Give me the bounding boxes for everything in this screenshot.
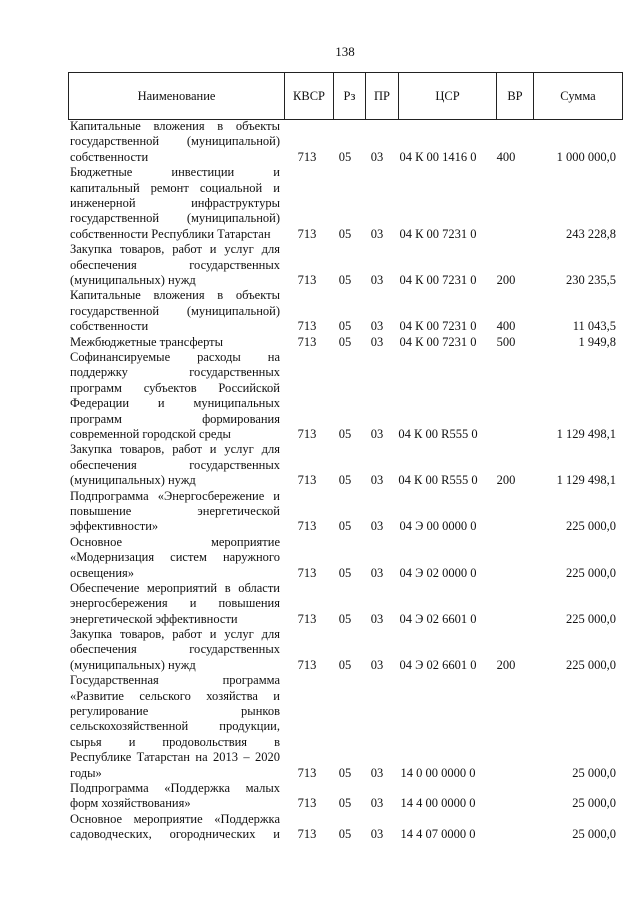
row-sum: 1 129 498,1 (556, 473, 616, 488)
table-row (0, 581, 640, 627)
row-name-line: регулирование рынков (70, 704, 280, 719)
row-pr: 03 (370, 226, 384, 241)
row-csr: 14 4 00 0000 0 (400, 796, 476, 811)
row-name-line: Основное мероприятие (70, 534, 280, 549)
row-name-line: современной городской среды (70, 426, 231, 441)
row-name-line: программ субъектов Российской (70, 380, 280, 395)
row-rz: 05 (338, 426, 352, 441)
row-csr: 04 К 00 R555 0 (398, 426, 478, 441)
row-csr: 14 0 00 0000 0 (400, 765, 476, 780)
row-sum: 1 129 498,1 (556, 426, 616, 441)
row-rz: 05 (338, 319, 352, 334)
row-rz: 05 (338, 565, 352, 580)
row-name-line: Капитальные вложения в объекты (70, 119, 280, 133)
row-name (70, 489, 280, 535)
row-vr (492, 766, 520, 781)
table-row (0, 489, 640, 535)
row-name-line: Основное мероприятие «Поддержка (70, 811, 280, 826)
row-name (70, 673, 280, 781)
row-sum: 225 000,0 (566, 657, 616, 672)
row-kvsr: 713 (297, 426, 317, 441)
row-vr: 400 (496, 319, 516, 334)
row-name-line: Подпрограмма «Поддержка малых (70, 781, 280, 796)
row-name (70, 781, 280, 812)
row-sum: 25 000,0 (572, 765, 616, 780)
row-rz: 05 (338, 226, 352, 241)
row-name (70, 581, 280, 627)
row-name-line: собственности (70, 319, 149, 334)
row-vr (492, 827, 520, 842)
row-sum: 225 000,0 (566, 611, 616, 626)
table-row (0, 242, 640, 288)
row-kvsr: 713 (297, 319, 317, 334)
row-vr (492, 612, 520, 627)
row-name-line: Государственная программа (70, 673, 280, 688)
row-sum: 225 000,0 (566, 519, 616, 534)
row-name-line: программ формирования (70, 411, 280, 426)
row-name-line: Подпрограмма «Энергосбережение и (70, 488, 280, 503)
row-csr: 04 К 00 1416 0 (399, 149, 477, 164)
row-pr: 03 (370, 426, 384, 441)
row-rz: 05 (338, 149, 352, 164)
row-csr: 04 Э 02 6601 0 (399, 611, 477, 626)
table-row (0, 673, 640, 781)
row-csr: 04 К 00 7231 0 (399, 226, 477, 241)
row-name (70, 350, 280, 442)
row-sum: 25 000,0 (572, 827, 616, 842)
row-name (70, 119, 280, 165)
row-pr: 03 (370, 272, 384, 287)
column-header-kvsr: КВСР (285, 73, 334, 120)
table-row (0, 288, 640, 334)
row-name-line: Межбюджетные трансферты (70, 334, 224, 349)
row-name-line: энергосбережения и повышения (70, 596, 280, 611)
row-name (70, 442, 280, 488)
row-kvsr: 713 (297, 473, 317, 488)
row-name-line: энергетической эффективности (70, 611, 238, 626)
row-kvsr: 713 (297, 519, 317, 534)
row-vr: 400 (496, 149, 516, 164)
row-name-line: обеспечения государственных (70, 457, 280, 472)
row-kvsr: 713 (297, 827, 317, 842)
row-name-line: «Развитие сельского хозяйства и (70, 688, 280, 703)
row-name-line: государственной (муниципальной) (70, 134, 280, 149)
row-kvsr: 713 (297, 149, 317, 164)
row-pr: 03 (370, 765, 384, 780)
row-pr: 03 (370, 334, 384, 349)
row-name-line: собственности (70, 149, 149, 164)
row-name (70, 288, 280, 334)
row-name-line: (муниципальных) нужд (70, 473, 196, 488)
column-header-rz: Рз (334, 73, 366, 120)
row-name-line: эффективности» (70, 519, 159, 534)
table-row (0, 627, 640, 673)
row-vr (492, 427, 520, 442)
row-name-line: сельскохозяйственной продукции, (70, 719, 280, 734)
row-csr: 04 К 00 7231 0 (399, 319, 477, 334)
row-name-line: Федерации и муниципальных (70, 396, 280, 411)
row-name-line: обеспечения государственных (70, 642, 280, 657)
row-name-line: Бюджетные инвестиции и (70, 165, 280, 180)
column-header-name: Наименование (69, 73, 285, 120)
row-name-line: повышение энергетической (70, 503, 280, 518)
row-name-line: сырья и продовольствия в (70, 734, 280, 749)
row-name-line: форм хозяйствования» (70, 796, 191, 811)
row-rz: 05 (338, 611, 352, 626)
row-name (70, 242, 280, 288)
row-name-line: (муниципальных) нужд (70, 272, 196, 287)
row-rz: 05 (338, 519, 352, 534)
row-csr: 04 Э 02 6601 0 (399, 657, 477, 672)
column-header-csr: ЦСР (399, 73, 497, 120)
row-pr: 03 (370, 827, 384, 842)
table-row (0, 350, 640, 442)
row-kvsr: 713 (297, 765, 317, 780)
table-row (0, 812, 640, 843)
row-name-line: поддержку государственных (70, 365, 280, 380)
row-sum: 1 000 000,0 (556, 149, 616, 164)
row-name-line: государственной (муниципальной) (70, 303, 280, 318)
row-name (70, 335, 280, 350)
row-name (70, 535, 280, 581)
row-name-line: Республике Татарстан на 2013 – 2020 (70, 750, 280, 765)
table-row (0, 165, 640, 242)
row-name-line: «Модернизация систем наружного (70, 550, 280, 565)
row-vr (492, 566, 520, 581)
row-pr: 03 (370, 149, 384, 164)
row-name-line: годы» (70, 765, 102, 780)
row-csr: 14 4 07 0000 0 (400, 827, 476, 842)
row-name-line: Закупка товаров, работ и услуг для (70, 242, 280, 257)
row-kvsr: 713 (297, 611, 317, 626)
row-name-line: Софинансируемые расходы на (70, 349, 280, 364)
table-row (0, 335, 640, 350)
row-name-line: Капитальные вложения в объекты (70, 288, 280, 303)
row-rz: 05 (338, 272, 352, 287)
row-kvsr: 713 (297, 272, 317, 287)
row-name-line: Закупка товаров, работ и услуг для (70, 442, 280, 457)
row-kvsr: 713 (297, 334, 317, 349)
row-name-line: освещения» (70, 565, 135, 580)
row-kvsr: 713 (297, 796, 317, 811)
row-name-line: государственной (муниципальной) (70, 211, 280, 226)
row-vr (492, 796, 520, 811)
row-vr (492, 227, 520, 242)
row-rz: 05 (338, 827, 352, 842)
row-name-line: Обеспечение мероприятий в области (70, 580, 280, 595)
column-header-pr: ПР (366, 73, 399, 120)
row-vr: 200 (496, 657, 516, 672)
row-vr: 200 (496, 473, 516, 488)
column-header-sum: Сумма (534, 73, 623, 120)
row-csr: 04 Э 02 0000 0 (399, 565, 477, 580)
table-body (0, 119, 640, 843)
table-row (0, 119, 640, 165)
row-pr: 03 (370, 796, 384, 811)
row-name-line: собственности Республики Татарстан (70, 226, 271, 241)
row-rz: 05 (338, 334, 352, 349)
row-pr: 03 (370, 657, 384, 672)
row-rz: 05 (338, 765, 352, 780)
row-pr: 03 (370, 611, 384, 626)
row-sum: 1 949,8 (578, 334, 616, 349)
row-kvsr: 713 (297, 565, 317, 580)
table-row (0, 781, 640, 812)
table-header (68, 72, 623, 120)
row-pr: 03 (370, 473, 384, 488)
row-rz: 05 (338, 796, 352, 811)
row-vr: 200 (496, 272, 516, 287)
row-csr: 04 К 00 7231 0 (399, 272, 477, 287)
row-sum: 243 228,8 (566, 226, 616, 241)
row-name-line: обеспечения государственных (70, 257, 280, 272)
row-name-line: капитальный ремонт социальной и (70, 180, 280, 195)
row-kvsr: 713 (297, 657, 317, 672)
row-sum: 230 235,5 (566, 272, 616, 287)
row-sum: 225 000,0 (566, 565, 616, 580)
table-row (0, 535, 640, 581)
row-name (70, 165, 280, 242)
row-csr: 04 К 00 7231 0 (399, 334, 477, 349)
row-pr: 03 (370, 519, 384, 534)
row-sum: 11 043,5 (572, 319, 616, 334)
row-vr (492, 519, 520, 534)
page-number: 138 (335, 44, 355, 59)
row-rz: 05 (338, 473, 352, 488)
table-row (0, 442, 640, 488)
row-sum: 25 000,0 (572, 796, 616, 811)
row-name (70, 627, 280, 673)
row-pr: 03 (370, 319, 384, 334)
column-header-vr: ВР (497, 73, 534, 120)
row-rz: 05 (338, 657, 352, 672)
row-name-line: инженерной инфраструктуры (70, 195, 280, 210)
row-name-line: садоводческих, огороднических и (70, 827, 280, 842)
row-csr: 04 Э 00 0000 0 (399, 519, 477, 534)
row-kvsr: 713 (297, 226, 317, 241)
row-vr: 500 (496, 334, 516, 349)
row-name (70, 812, 280, 843)
row-pr: 03 (370, 565, 384, 580)
row-name-line: Закупка товаров, работ и услуг для (70, 627, 280, 642)
row-name-line: (муниципальных) нужд (70, 657, 196, 672)
row-csr: 04 К 00 R555 0 (398, 473, 478, 488)
